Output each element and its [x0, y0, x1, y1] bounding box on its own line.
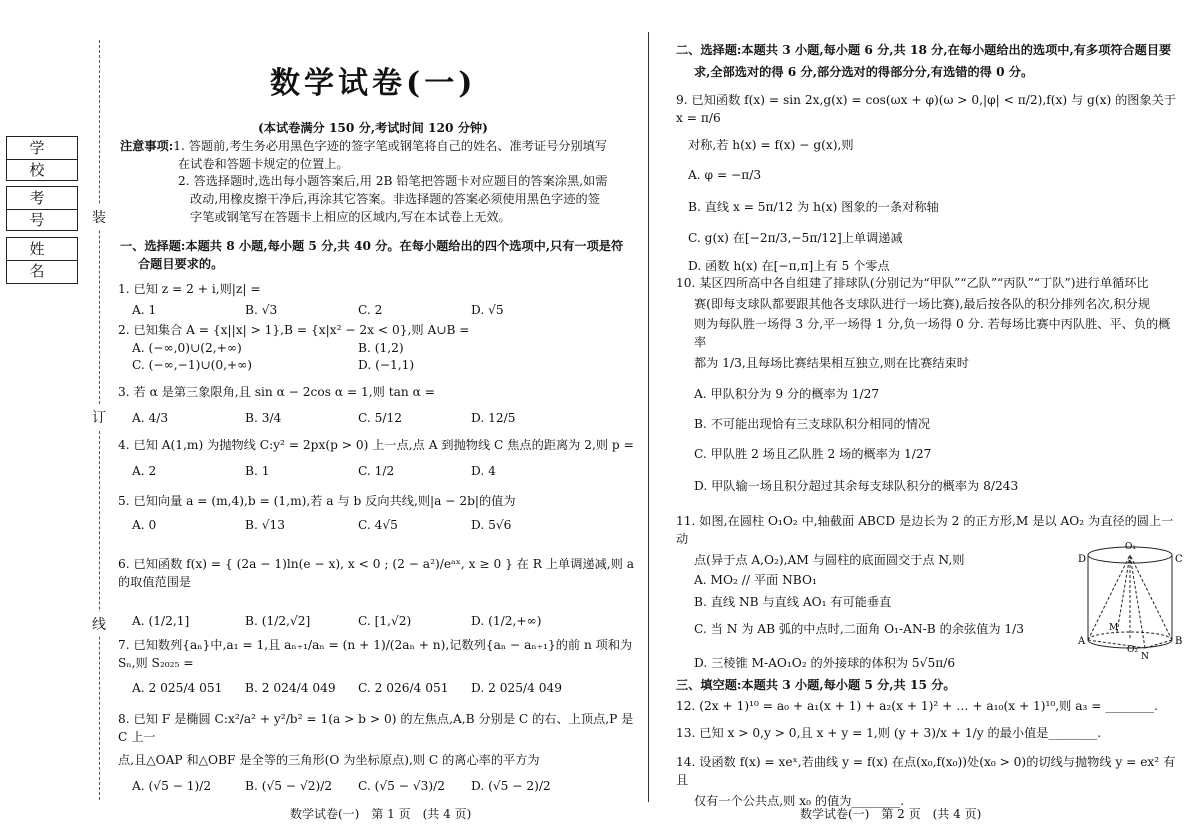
question-stem: 8. 已知 F 是椭圆 C:x²/a² + y²/b² = 1(a > b > 0) 的左焦点,A,B 分别是 C 的右、上顶点,P 是 C 上一 — [118, 712, 634, 744]
question-1 — [118, 281, 638, 319]
question-stem-cont: 对称,若 h(x) = f(x) − g(x),则 — [688, 138, 854, 153]
question-6 — [118, 542, 638, 631]
question-stem-cont: 点(异于点 A,O₂),AM 与圆柱的底面圆交于点 N,则 — [694, 553, 965, 568]
option[interactable]: C. 当 N 为 AB 弧的中点时,二面角 O₁-AN-B 的余弦值为 1/3 — [694, 622, 1025, 637]
option[interactable]: C. [1,√2) — [358, 614, 412, 629]
question-stem: 3. 若 α 是第三象限角,且 sin α − 2cos α = 1,则 tan α = — [118, 385, 435, 399]
option[interactable]: D. 12/5 — [471, 410, 516, 425]
option[interactable]: C. 5/12 — [358, 410, 403, 425]
option[interactable]: B. 直线 NB 与直线 AO₁ 有可能垂直 — [694, 594, 892, 609]
question-10 — [676, 275, 1181, 495]
option[interactable]: B. 2 024/4 049 — [245, 681, 336, 696]
figure-label: D — [1078, 554, 1087, 565]
option[interactable]: C. 4√5 — [358, 517, 398, 532]
figure-label: C — [1175, 554, 1183, 565]
question-stem: 7. 已知数列{aₙ}中,a₁ = 1,且 aₙ₊₁/aₙ = (n + 1)/(2aₙ + n),记数列{aₙ − aₙ₊₁}的前 n 项和为 Sₙ,则 S₂₀₂₅ = — [118, 638, 633, 670]
figure-label: O₁ — [1125, 542, 1136, 552]
option[interactable]: A. 2 — [132, 463, 157, 478]
option[interactable]: D. 2 025/4 049 — [471, 681, 562, 696]
question-stem: 6. 已知函数 f(x) = { (2a − 1)ln(e − x), x < 0 ; (2 − a²)/eᵃˣ, x ≥ 0 } 在 R 上单调递减,则 a 的取值范围是 — [118, 557, 634, 589]
section2-line1: 二、选择题:本题共 3 小题,每小题 6 分,共 18 分,在每小题给出的选项中,有多项符合题目要 — [676, 43, 1172, 57]
option[interactable]: A. (1/2,1] — [132, 614, 190, 629]
cylinder-figure — [1075, 540, 1185, 660]
notes-head: 注意事项: — [120, 139, 174, 153]
question-7 — [118, 637, 638, 698]
option[interactable]: C. 2 026/4 051 — [358, 681, 449, 696]
question-8 — [118, 711, 638, 796]
question-stem: 14. 设函数 f(x) = xeˣ,若曲线 y = f(x) 在点(x₀,f(x₀))处(x₀ > 0)的切线与抛物线 y = ex² 有且 — [676, 755, 1176, 787]
note-line: 在试卷和答题卡规定的位置上。 — [178, 156, 349, 171]
question-4 — [118, 437, 643, 480]
question-stem: 9. 已知函数 f(x) = sin 2x,g(x) = cos(ωx + φ)(ω > 0,|φ| < π/2),f(x) 与 g(x) 的图象关于 x = π/6 — [676, 93, 1177, 125]
option[interactable]: D. 甲队输一场且积分超过其余每支球队积分的概率为 8/243 — [694, 478, 1019, 493]
question-stem: 2. 已知集合 A = {x||x| > 1},B = {x|x² − 2x < 0},则 A∪B = — [118, 323, 470, 337]
exam-number-label: 考 号 — [7, 187, 77, 210]
option[interactable]: C. 2 — [358, 302, 383, 317]
option[interactable]: C. 甲队胜 2 场且乙队胜 2 场的概率为 1/27 — [694, 446, 932, 461]
option[interactable]: A. 甲队积分为 9 分的概率为 1/27 — [694, 387, 880, 402]
option[interactable]: D. 5√6 — [471, 517, 512, 532]
note-line: 2. 答选择题时,选出每小题答案后,用 2B 铅笔把答题卡对应题目的答案涂黑,如需 — [178, 174, 608, 189]
question-stem-cont: 点,且△OAP 和△OBF 是全等的三角形(O 为坐标原点),则 C 的离心率的平方为 — [118, 753, 540, 768]
question-stem: 11. 如图,在圆柱 O₁O₂ 中,轴截面 ABCD 是边长为 2 的正方形,M 是以 AO₂ 为直径的圆上一动 — [676, 514, 1174, 546]
option[interactable]: D. 4 — [471, 463, 496, 478]
option[interactable]: A. 2 025/4 051 — [132, 681, 223, 696]
option[interactable]: B. (1,2) — [358, 340, 404, 355]
question-14 — [676, 754, 1181, 811]
option[interactable]: D. 三棱锥 M-AO₁O₂ 的外接球的体积为 5√5π/6 — [694, 656, 956, 671]
school-label: 学 校 — [7, 137, 77, 160]
exam-number-box — [6, 186, 78, 231]
name-box — [6, 237, 78, 284]
option[interactable]: B. (1/2,√2] — [245, 614, 311, 629]
figure-label: A — [1078, 636, 1086, 647]
option[interactable]: A. 4/3 — [132, 410, 169, 425]
option[interactable]: A. MO₂ // 平面 NBO₁ — [694, 573, 817, 588]
section1-heading — [120, 238, 635, 273]
question-stem-cont: 赛(即每支球队都要跟其他各支球队进行一场比赛),最后按各队的积分排列名次,积分规 — [694, 296, 1151, 311]
option[interactable]: B. √13 — [245, 517, 285, 532]
question-9 — [676, 92, 1181, 276]
note-line: 字笔或钢笔写在答题卡上相应的区域内,写在本试卷上无效。 — [190, 209, 511, 224]
option[interactable]: B. 不可能出现恰有三支球队积分相同的情况 — [694, 417, 931, 432]
option[interactable]: B. √3 — [245, 302, 278, 317]
question-stem: 5. 已知向量 a = (m,4),b = (1,m),若 a 与 b 反向共线,则|a − 2b|的值为 — [118, 494, 516, 508]
exam-subtitle: (本试卷满分 150 分,考试时间 120 分钟) — [258, 121, 488, 135]
question-stem: 1. 已知 z = 2 + i,则|z| = — [118, 282, 261, 296]
option[interactable]: D. (−1,1) — [358, 358, 415, 373]
option[interactable]: D. 函数 h(x) 在[−π,π]上有 5 个零点 — [688, 259, 890, 274]
option[interactable]: A. 0 — [132, 517, 157, 532]
binding-mark-xian: 线 — [92, 612, 106, 636]
section2-heading — [676, 42, 1181, 81]
question-13: 13. 已知 x > 0,y > 0,且 x + y = 1,则 (y + 3)/x + 1/y 的最小值是________. — [676, 726, 1102, 740]
figure-label: B — [1175, 636, 1183, 647]
option[interactable]: D. (√5 − 2)/2 — [471, 779, 551, 794]
option[interactable]: C. g(x) 在[−2π/3,−5π/12]上单调递减 — [688, 231, 903, 246]
question-5 — [118, 493, 638, 534]
page-title: 数学试卷(一) — [270, 66, 477, 101]
figure-label: M — [1109, 623, 1119, 633]
school-box — [6, 136, 78, 181]
option[interactable]: A. 1 — [132, 302, 157, 317]
option[interactable]: C. 1/2 — [358, 463, 395, 478]
option[interactable]: C. (√5 − √3)/2 — [358, 779, 446, 794]
footer-right: 数学试卷(一) 第 2 页 (共 4 页) — [800, 807, 982, 821]
section3-heading: 三、填空题:本题共 3 小题,每小题 5 分,共 15 分。 — [676, 678, 956, 692]
question-12: 12. (2x + 1)¹⁰ = a₀ + a₁(x + 1) + a₂(x + 1)² + … + a₁₀(x + 1)¹⁰,则 a₃ = ________. — [676, 699, 1158, 713]
option[interactable]: A. φ = −π/3 — [688, 168, 762, 183]
option[interactable]: D. √5 — [471, 302, 504, 317]
option[interactable]: A. (−∞,0)∪(2,+∞) — [132, 340, 242, 355]
option[interactable]: B. 1 — [245, 463, 270, 478]
note-line: 改动,用橡皮擦干净后,再涂其它答案。非选择题的答案必须使用黑色字迹的签 — [190, 192, 600, 207]
option[interactable]: B. 直线 x = 5π/12 为 h(x) 图象的一条对称轴 — [688, 199, 939, 214]
question-stem-cont: 仅有一个公共点,则 x₀ 的值为________. — [694, 794, 905, 809]
footer-left: 数学试卷(一) 第 1 页 (共 4 页) — [290, 807, 472, 821]
question-3 — [118, 384, 638, 427]
question-2 — [118, 322, 638, 375]
cylinder-diagram — [1075, 540, 1185, 660]
option[interactable]: D. (1/2,+∞) — [471, 614, 542, 629]
binding-mark-zhuang: 装 — [92, 205, 106, 229]
figure-label: N — [1141, 652, 1149, 660]
option[interactable]: C. (−∞,−1)∪(0,+∞) — [132, 358, 253, 373]
question-stem-cont: 都为 1/3,且每场比赛结果相互独立,则在比赛结束时 — [694, 355, 969, 370]
notes-block — [120, 138, 635, 226]
name-label: 姓 名 — [7, 238, 77, 261]
option[interactable]: B. (√5 − √2)/2 — [245, 779, 333, 794]
option[interactable]: B. 3/4 — [245, 410, 282, 425]
section2-line2: 求,全部选对的得 6 分,部分选对的得部分分,有选错的得 0 分。 — [694, 64, 1034, 79]
question-stem: 4. 已知 A(1,m) 为抛物线 C:y² = 2px(p > 0) 上一点,点 A 到抛物线 C 焦点的距离为 2,则 p = — [118, 438, 634, 452]
binding-mark-ding: 订 — [92, 405, 106, 429]
figure-label: O₂ — [1127, 645, 1138, 655]
option[interactable]: A. (√5 − 1)/2 — [132, 779, 212, 794]
section1-line1: 一、选择题:本题共 8 小题,每小题 5 分,共 40 分。在每小题给出的四个选项中,只有一项是符 — [120, 239, 624, 253]
question-stem: 10. 某区四所高中各自组建了排球队(分别记为“甲队”“乙队”“丙队”“丁队”)进行单循环比 — [676, 276, 1149, 290]
question-stem-cont: 则为每队胜一场得 3 分,平一场得 1 分,负一场得 0 分. 若每场比赛中丙队胜、平、负的概率 — [694, 317, 1171, 350]
note-line: 1. 答题前,考生务必用黑色字迹的签字笔或钢笔将自己的姓名、准考证号分别填写 — [173, 139, 608, 153]
page-divider — [648, 32, 649, 802]
section1-line2: 合题目要求的。 — [138, 256, 224, 271]
